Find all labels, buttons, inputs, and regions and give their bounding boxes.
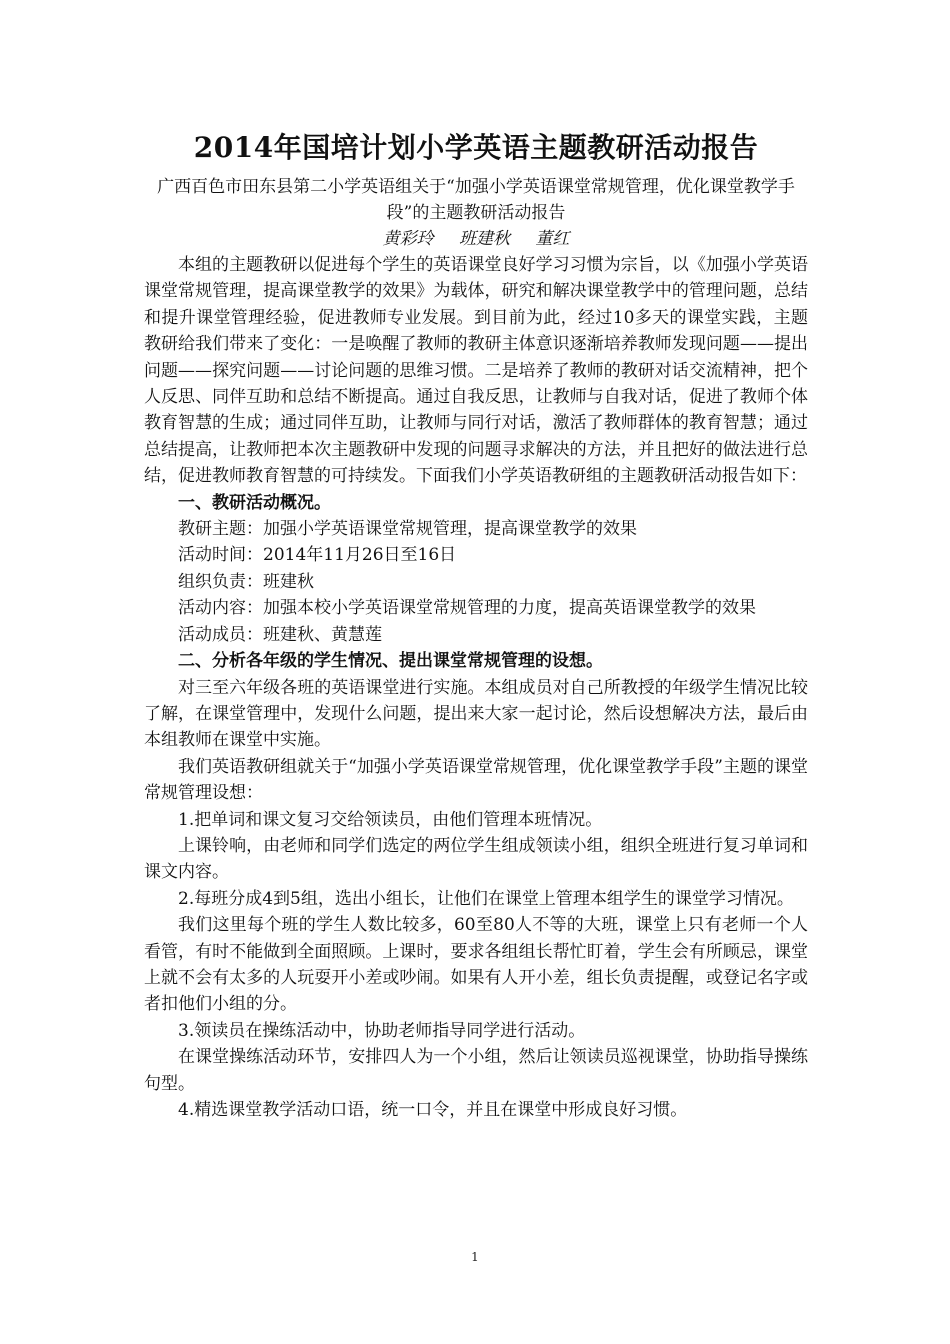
plan-item-4: 4.精选课堂教学活动口语，统一口令，并且在课堂中形成良好习惯。	[178, 1100, 688, 1120]
activity-time: 活动时间：2014年11月26日至16日	[178, 545, 457, 566]
author-name: 班建秋	[459, 229, 510, 249]
author-list	[144, 226, 808, 252]
plan-item-3-detail: 在课堂操练活动环节，安排四人为一个小组，然后让领读员巡视课堂，协助指导操练句型。	[144, 1047, 808, 1094]
activity-leader: 组织负责：班建秋	[178, 571, 314, 592]
section-heading-overview: 一、教研活动概况。	[178, 492, 331, 513]
plan-item-2-detail: 我们这里每个班的学生人数比较多，60至80人不等的大班，课堂上只有老师一个人看管，有时不能做到全面照顾。上课时，要求各组组长帮忙盯着，学生会有所顾忌，课堂上就不会有太多的人玩耍开小差或吵闹。如果有人开小差，组长负责提醒，或登记名字或者扣他们小组的分。	[144, 915, 808, 1015]
plan-item-2: 2.每班分成4到5组，选出小组长，让他们在课堂上管理本组学生的课堂学习情况。	[178, 888, 794, 909]
activity-theme: 教研主题：加强小学英语课堂常规管理，提高课堂教学的效果	[178, 519, 637, 540]
section-heading-analysis: 二、分析各年级的学生情况、提出课堂常规管理的设想。	[178, 651, 603, 672]
document-subtitle: 广西百色市田东县第二小学英语组关于“加强小学英语课堂常规管理，优化课堂教学手段”的主题教研活动报告	[157, 177, 795, 223]
plan-intro-paragraph: 我们英语教研组就关于“加强小学英语课堂常规管理，优化课堂教学手段”主题的课堂常规管理设想：	[144, 756, 808, 804]
intro-paragraph: 本组的主题教研以促进每个学生的英语课堂良好学习习惯为宗旨，以《加强小学英语课堂常规管理，提高课堂教学的效果》为载体，研究和解决课堂教学中的管理问题，总结和提升课堂管理经验，促进教师专业发展。到目前为此，经过10多天的课堂实践，主题教研给我们带来了变化：一是唤醒了教师的教研主体意识逐渐培养教师发现问题——提出问题——探究问题——讨论问题的思维习惯。二是培养了教师的教研对话交流精神，把个人反思、同伴互助和总结不断提高。通过自我反思，让教师与自我对话，促进了教师个体教育智慧的生成；通过同伴互助，让教师与同行对话，激活了教师群体的教育智慧；通过总结提高，让教师把本次主题教研中发现的问题寻求解决的方法，并且把好的做法进行总结，促进教师教育智慧的可持续发。下面我们小学英语教研组的主题教研活动报告如下：	[144, 255, 808, 487]
plan-item-1: 1.把单词和课文复习交给领读员，由他们管理本班情况。	[178, 809, 603, 830]
plan-item-1-detail: 上课铃响，由老师和同学们选定的两位学生组成领读小组，组织全班进行复习单词和课文内容。	[144, 835, 808, 883]
author-name: 黄彩玲	[382, 229, 434, 249]
document-content	[144, 128, 808, 1123]
page-number: 1	[471, 1250, 479, 1264]
plan-item-3: 3.领读员在操练活动中，协助老师指导同学进行活动。	[178, 1020, 586, 1041]
author-name: 董红	[535, 229, 570, 249]
document-title: 2014年国培计划小学英语主题教研活动报告	[193, 131, 759, 164]
analysis-paragraph: 对三至六年级各班的英语课堂进行实施。本组成员对自己所教授的年级学生情况比较了解，在课堂管理中，发现什么问题，提出来大家一起讨论，然后设想解决方法，最后由本组教师在课堂中实施。	[144, 677, 808, 751]
activity-content: 活动内容：加强本校小学英语课堂常规管理的力度，提高英语课堂教学的效果	[178, 598, 756, 619]
activity-members: 活动成员：班建秋、黄慧莲	[178, 624, 382, 645]
document-body	[144, 252, 808, 1123]
